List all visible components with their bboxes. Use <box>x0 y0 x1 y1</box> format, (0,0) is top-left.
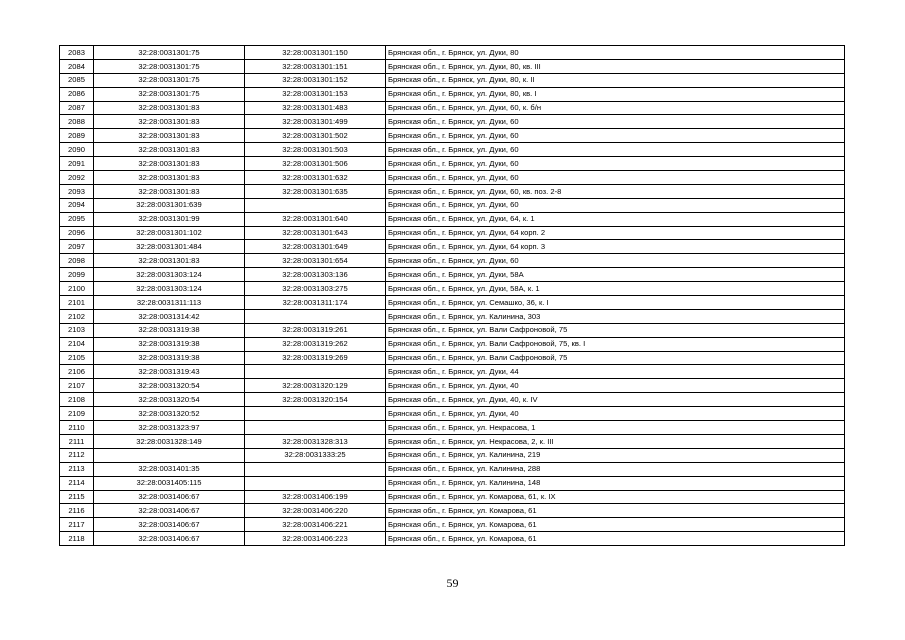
cadastral-number-cell: 32:28:0031320:52 <box>94 407 245 421</box>
cadastral-number-cell: 32:28:0031406:67 <box>94 518 245 532</box>
table-row <box>60 476 845 490</box>
row-number-cell: 2086 <box>60 87 94 101</box>
object-cadastral-number-cell: 32:28:0031301:151 <box>245 59 386 73</box>
cadastral-number-cell: 32:28:0031301:102 <box>94 226 245 240</box>
row-number-cell: 2097 <box>60 240 94 254</box>
row-number-cell: 2099 <box>60 268 94 282</box>
table-row <box>60 59 845 73</box>
cadastral-number-cell: 32:28:0031401:35 <box>94 462 245 476</box>
table-row <box>60 240 845 254</box>
address-cell: Брянская обл., г. Брянск, ул. Дуки, 60 <box>386 254 845 268</box>
table-row <box>60 101 845 115</box>
table-row <box>60 212 845 226</box>
row-number-cell: 2090 <box>60 143 94 157</box>
cadastral-number-cell: 32:28:0031301:83 <box>94 171 245 185</box>
row-number-cell: 2088 <box>60 115 94 129</box>
row-number-cell: 2085 <box>60 73 94 87</box>
cadastral-number-cell: 32:28:0031319:38 <box>94 337 245 351</box>
object-cadastral-number-cell: 32:28:0031301:150 <box>245 46 386 60</box>
cadastral-number-cell: 32:28:0031301:75 <box>94 87 245 101</box>
object-cadastral-number-cell: 32:28:0031303:275 <box>245 282 386 296</box>
address-cell: Брянская обл., г. Брянск, ул. Дуки, 60 <box>386 198 845 212</box>
row-number-cell: 2093 <box>60 184 94 198</box>
table-row <box>60 87 845 101</box>
address-cell: Брянская обл., г. Брянск, ул. Комарова, 61, к. IX <box>386 490 845 504</box>
object-cadastral-number-cell: 32:28:0031301:506 <box>245 157 386 171</box>
object-cadastral-number-cell <box>245 309 386 323</box>
table-row <box>60 296 845 310</box>
object-cadastral-number-cell: 32:28:0031301:152 <box>245 73 386 87</box>
cadastral-number-cell: 32:28:0031319:38 <box>94 351 245 365</box>
address-cell: Брянская обл., г. Брянск, ул. Дуки, 80, кв. I <box>386 87 845 101</box>
cadastral-number-cell: 32:28:0031301:83 <box>94 157 245 171</box>
cadastral-number-cell: 32:28:0031320:54 <box>94 379 245 393</box>
address-cell: Брянская обл., г. Брянск, ул. Дуки, 60 <box>386 115 845 129</box>
address-cell: Брянская обл., г. Брянск, ул. Дуки, 60 <box>386 129 845 143</box>
object-cadastral-number-cell: 32:28:0031301:483 <box>245 101 386 115</box>
object-cadastral-number-cell: 32:28:0031320:129 <box>245 379 386 393</box>
row-number-cell: 2104 <box>60 337 94 351</box>
cadastral-number-cell: 32:28:0031406:67 <box>94 532 245 546</box>
address-cell: Брянская обл., г. Брянск, ул. Дуки, 64 корп. 2 <box>386 226 845 240</box>
cadastral-number-cell: 32:28:0031319:43 <box>94 365 245 379</box>
table-row <box>60 226 845 240</box>
address-cell: Брянская обл., г. Брянск, ул. Комарова, 61 <box>386 518 845 532</box>
row-number-cell: 2106 <box>60 365 94 379</box>
object-cadastral-number-cell: 32:28:0031301:503 <box>245 143 386 157</box>
object-cadastral-number-cell: 32:28:0031301:153 <box>245 87 386 101</box>
object-cadastral-number-cell: 32:28:0031301:499 <box>245 115 386 129</box>
table-row <box>60 351 845 365</box>
address-cell: Брянская обл., г. Брянск, ул. Дуки, 58А <box>386 268 845 282</box>
table-row <box>60 379 845 393</box>
table-row <box>60 184 845 198</box>
table-row <box>60 462 845 476</box>
cadastral-number-cell: 32:28:0031328:149 <box>94 434 245 448</box>
table-row <box>60 282 845 296</box>
address-cell: Брянская обл., г. Брянск, ул. Некрасова, 1 <box>386 421 845 435</box>
cadastral-number-cell: 32:28:0031303:124 <box>94 268 245 282</box>
object-cadastral-number-cell: 32:28:0031301:649 <box>245 240 386 254</box>
row-number-cell: 2108 <box>60 393 94 407</box>
address-cell: Брянская обл., г. Брянск, ул. Комарова, 61 <box>386 504 845 518</box>
cadastral-number-cell: 32:28:0031301:83 <box>94 184 245 198</box>
table-row <box>60 518 845 532</box>
cadastral-number-cell: 32:28:0031301:75 <box>94 73 245 87</box>
row-number-cell: 2115 <box>60 490 94 504</box>
cadastral-number-cell: 32:28:0031301:75 <box>94 59 245 73</box>
address-cell: Брянская обл., г. Брянск, ул. Дуки, 60 <box>386 157 845 171</box>
address-cell: Брянская обл., г. Брянск, ул. Дуки, 40 <box>386 379 845 393</box>
row-number-cell: 2102 <box>60 309 94 323</box>
object-cadastral-number-cell <box>245 476 386 490</box>
cadastral-number-cell: 32:28:0031311:113 <box>94 296 245 310</box>
table-row <box>60 115 845 129</box>
table-row <box>60 323 845 337</box>
address-cell: Брянская обл., г. Брянск, ул. Вали Сафроновой, 75, кв. I <box>386 337 845 351</box>
table-row <box>60 337 845 351</box>
address-cell: Брянская обл., г. Брянск, ул. Дуки, 58А, к. 1 <box>386 282 845 296</box>
cadastral-number-cell: 32:28:0031314:42 <box>94 309 245 323</box>
row-number-cell: 2083 <box>60 46 94 60</box>
row-number-cell: 2117 <box>60 518 94 532</box>
table-row <box>60 365 845 379</box>
address-cell: Брянская обл., г. Брянск, ул. Дуки, 60 <box>386 171 845 185</box>
table-row <box>60 421 845 435</box>
address-cell: Брянская обл., г. Брянск, ул. Калинина, 219 <box>386 448 845 462</box>
row-number-cell: 2095 <box>60 212 94 226</box>
cadastral-number-cell: 32:28:0031303:124 <box>94 282 245 296</box>
row-number-cell: 2103 <box>60 323 94 337</box>
cadastral-table <box>59 45 845 546</box>
table-row <box>60 73 845 87</box>
object-cadastral-number-cell: 32:28:0031301:502 <box>245 129 386 143</box>
row-number-cell: 2109 <box>60 407 94 421</box>
address-cell: Брянская обл., г. Брянск, ул. Дуки, 40 <box>386 407 845 421</box>
row-number-cell: 2110 <box>60 421 94 435</box>
object-cadastral-number-cell <box>245 462 386 476</box>
object-cadastral-number-cell: 32:28:0031311:174 <box>245 296 386 310</box>
row-number-cell: 2092 <box>60 171 94 185</box>
address-cell: Брянская обл., г. Брянск, ул. Калинина, 303 <box>386 309 845 323</box>
object-cadastral-number-cell: 32:28:0031320:154 <box>245 393 386 407</box>
row-number-cell: 2098 <box>60 254 94 268</box>
object-cadastral-number-cell: 32:28:0031301:654 <box>245 254 386 268</box>
object-cadastral-number-cell <box>245 365 386 379</box>
object-cadastral-number-cell: 32:28:0031333:25 <box>245 448 386 462</box>
cadastral-number-cell <box>94 448 245 462</box>
object-cadastral-number-cell: 32:28:0031406:223 <box>245 532 386 546</box>
address-cell: Брянская обл., г. Брянск, ул. Вали Сафроновой, 75 <box>386 351 845 365</box>
cadastral-number-cell: 32:28:0031301:83 <box>94 143 245 157</box>
row-number-cell: 2111 <box>60 434 94 448</box>
row-number-cell: 2107 <box>60 379 94 393</box>
cadastral-number-cell: 32:28:0031320:54 <box>94 393 245 407</box>
table-body <box>60 46 845 546</box>
row-number-cell: 2116 <box>60 504 94 518</box>
row-number-cell: 2113 <box>60 462 94 476</box>
object-cadastral-number-cell <box>245 198 386 212</box>
row-number-cell: 2100 <box>60 282 94 296</box>
object-cadastral-number-cell: 32:28:0031319:269 <box>245 351 386 365</box>
cadastral-number-cell: 32:28:0031406:67 <box>94 504 245 518</box>
object-cadastral-number-cell: 32:28:0031301:643 <box>245 226 386 240</box>
object-cadastral-number-cell: 32:28:0031303:136 <box>245 268 386 282</box>
row-number-cell: 2112 <box>60 448 94 462</box>
table-row <box>60 407 845 421</box>
address-cell: Брянская обл., г. Брянск, ул. Дуки, 80 <box>386 46 845 60</box>
address-cell: Брянская обл., г. Брянск, ул. Калинина, 148 <box>386 476 845 490</box>
cadastral-number-cell: 32:28:0031301:83 <box>94 254 245 268</box>
cadastral-number-cell: 32:28:0031301:75 <box>94 46 245 60</box>
address-cell: Брянская обл., г. Брянск, ул. Калинина, 288 <box>386 462 845 476</box>
object-cadastral-number-cell: 32:28:0031406:199 <box>245 490 386 504</box>
object-cadastral-number-cell: 32:28:0031301:632 <box>245 171 386 185</box>
table-row <box>60 504 845 518</box>
address-cell: Брянская обл., г. Брянск, ул. Дуки, 80, к. II <box>386 73 845 87</box>
table-row <box>60 393 845 407</box>
cadastral-number-cell: 32:28:0031301:639 <box>94 198 245 212</box>
table-row <box>60 254 845 268</box>
address-cell: Брянская обл., г. Брянск, ул. Дуки, 40, к. IV <box>386 393 845 407</box>
row-number-cell: 2101 <box>60 296 94 310</box>
table-row <box>60 434 845 448</box>
row-number-cell: 2118 <box>60 532 94 546</box>
cadastral-number-cell: 32:28:0031301:99 <box>94 212 245 226</box>
address-cell: Брянская обл., г. Брянск, ул. Дуки, 64 корп. 3 <box>386 240 845 254</box>
cadastral-number-cell: 32:28:0031405:115 <box>94 476 245 490</box>
table-row <box>60 171 845 185</box>
object-cadastral-number-cell: 32:28:0031301:640 <box>245 212 386 226</box>
object-cadastral-number-cell <box>245 421 386 435</box>
row-number-cell: 2089 <box>60 129 94 143</box>
row-number-cell: 2105 <box>60 351 94 365</box>
cadastral-number-cell: 32:28:0031301:83 <box>94 101 245 115</box>
row-number-cell: 2084 <box>60 59 94 73</box>
cadastral-number-cell: 32:28:0031323:97 <box>94 421 245 435</box>
table-row <box>60 46 845 60</box>
address-cell: Брянская обл., г. Брянск, ул. Вали Сафроновой, 75 <box>386 323 845 337</box>
address-cell: Брянская обл., г. Брянск, ул. Дуки, 60, к. б/н <box>386 101 845 115</box>
table-row <box>60 143 845 157</box>
object-cadastral-number-cell: 32:28:0031319:262 <box>245 337 386 351</box>
table-row <box>60 490 845 504</box>
table-row <box>60 268 845 282</box>
address-cell: Брянская обл., г. Брянск, ул. Дуки, 44 <box>386 365 845 379</box>
object-cadastral-number-cell <box>245 407 386 421</box>
row-number-cell: 2096 <box>60 226 94 240</box>
object-cadastral-number-cell: 32:28:0031319:261 <box>245 323 386 337</box>
address-cell: Брянская обл., г. Брянск, ул. Дуки, 80, кв. III <box>386 59 845 73</box>
address-cell: Брянская обл., г. Брянск, ул. Дуки, 64, к. 1 <box>386 212 845 226</box>
cadastral-number-cell: 32:28:0031301:484 <box>94 240 245 254</box>
object-cadastral-number-cell: 32:28:0031406:220 <box>245 504 386 518</box>
object-cadastral-number-cell: 32:28:0031406:221 <box>245 518 386 532</box>
row-number-cell: 2114 <box>60 476 94 490</box>
address-cell: Брянская обл., г. Брянск, ул. Семашко, 36, к. I <box>386 296 845 310</box>
row-number-cell: 2091 <box>60 157 94 171</box>
cadastral-number-cell: 32:28:0031301:83 <box>94 115 245 129</box>
object-cadastral-number-cell: 32:28:0031301:635 <box>245 184 386 198</box>
address-cell: Брянская обл., г. Брянск, ул. Дуки, 60 <box>386 143 845 157</box>
table-row <box>60 129 845 143</box>
table-row <box>60 309 845 323</box>
row-number-cell: 2094 <box>60 198 94 212</box>
table-row <box>60 448 845 462</box>
row-number-cell: 2087 <box>60 101 94 115</box>
cadastral-number-cell: 32:28:0031406:67 <box>94 490 245 504</box>
cadastral-number-cell: 32:28:0031319:38 <box>94 323 245 337</box>
table-row <box>60 532 845 546</box>
address-cell: Брянская обл., г. Брянск, ул. Некрасова, 2, к. III <box>386 434 845 448</box>
address-cell: Брянская обл., г. Брянск, ул. Комарова, 61 <box>386 532 845 546</box>
table-row <box>60 198 845 212</box>
address-cell: Брянская обл., г. Брянск, ул. Дуки, 60, кв. поз. 2-8 <box>386 184 845 198</box>
cadastral-number-cell: 32:28:0031301:83 <box>94 129 245 143</box>
page-number: 59 <box>446 576 459 590</box>
table-row <box>60 157 845 171</box>
object-cadastral-number-cell: 32:28:0031328:313 <box>245 434 386 448</box>
